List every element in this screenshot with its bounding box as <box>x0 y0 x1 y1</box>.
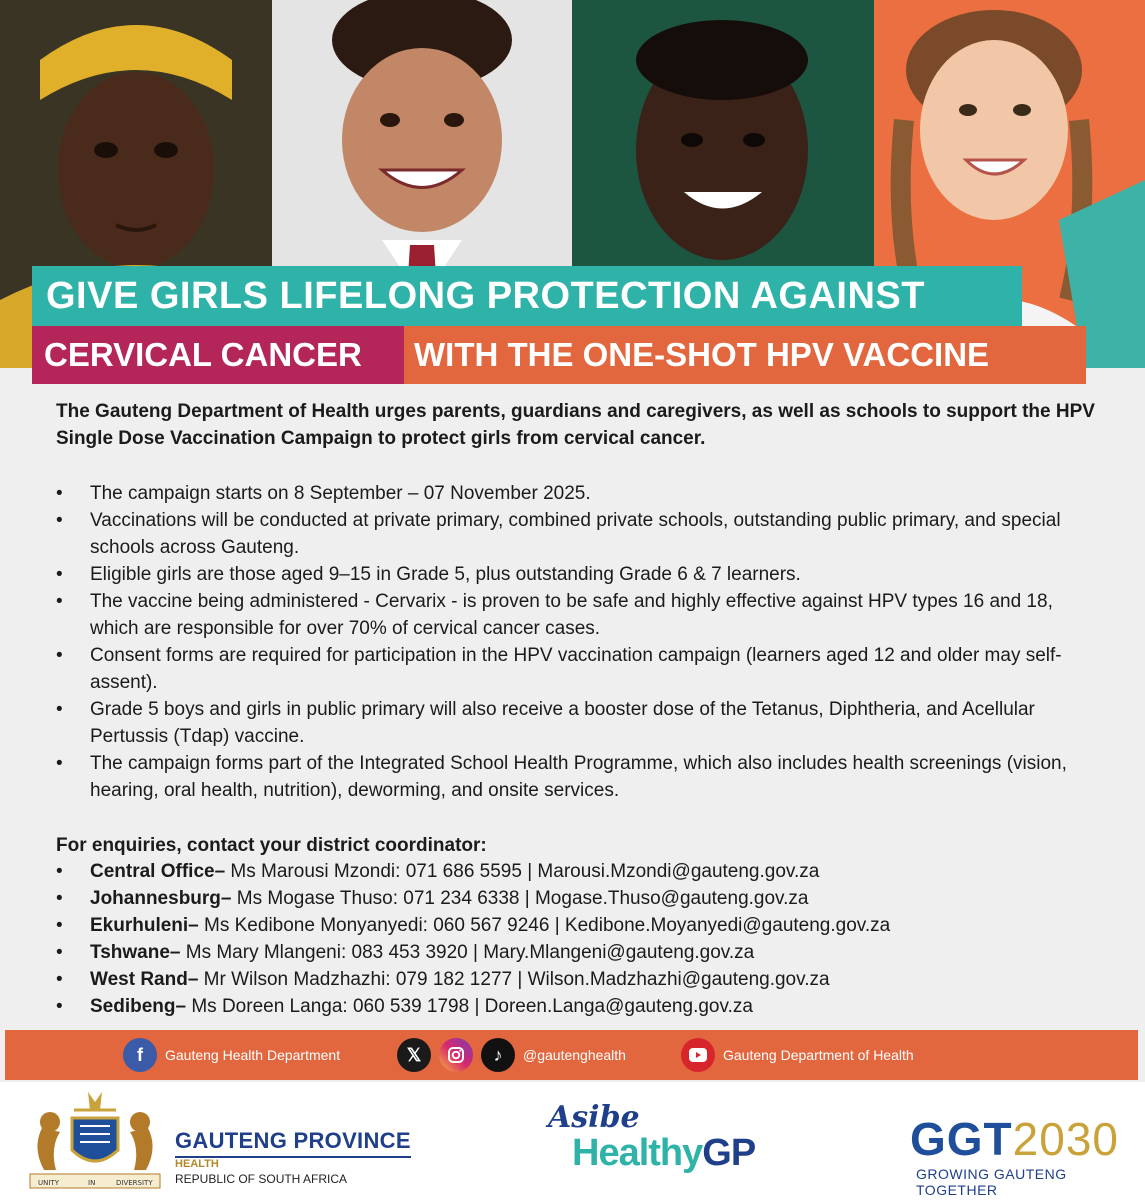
coat-of-arms-icon <box>22 1088 168 1194</box>
tiktok-icon: ♪ <box>481 1038 515 1072</box>
ggt-letters: GGT <box>910 1113 1013 1165</box>
ggt2030-logo <box>910 1112 1119 1166</box>
list-item: • The vaccine being administered - Cervarix - is proven to be safe and highly effective against HPV types 16 and 18, which are responsible for over 70% of cervical cancer cases. <box>56 588 1106 642</box>
facebook-link[interactable] <box>123 1030 340 1080</box>
headline-one-shot-vaccine: WITH THE ONE-SHOT HPV VACCINE <box>404 326 1086 384</box>
headline-cervical-cancer: CERVICAL CANCER <box>32 326 404 384</box>
motto-diversity: DIVERSITY <box>116 1179 153 1187</box>
youtube-label: Gauteng Department of Health <box>723 1047 914 1063</box>
facebook-icon: f <box>123 1038 157 1072</box>
enquiries-heading: For enquiries, contact your district coordinator: <box>56 835 487 856</box>
ggt-tagline: GROWING GAUTENG TOGETHER <box>916 1166 1067 1198</box>
district-name: Johannesburg– <box>90 888 232 909</box>
bullet-icon: • <box>56 483 63 504</box>
district-name: Tshwane– <box>90 942 181 963</box>
district-name: Sedibeng– <box>90 996 187 1017</box>
instagram-icon <box>439 1038 473 1072</box>
motto-unity: UNITY <box>38 1179 59 1187</box>
social-media-bar <box>5 1030 1138 1080</box>
bullet-icon: • <box>56 996 63 1017</box>
department-name: HEALTH <box>175 1158 219 1170</box>
contact-johannesburg <box>56 885 1116 912</box>
healthy-text: Healthy <box>572 1132 703 1174</box>
bullet-icon: • <box>56 753 63 774</box>
social-handle-link[interactable] <box>397 1030 626 1080</box>
bullet-icon: • <box>56 591 63 612</box>
youtube-icon <box>681 1038 715 1072</box>
contact-central-office <box>56 858 1116 885</box>
province-name: GAUTENG PROVINCE <box>175 1128 411 1158</box>
contact-details[interactable]: Ms Doreen Langa: 060 539 1798 | Doreen.Langa@gauteng.gov.za <box>186 996 753 1017</box>
country-name: REPUBLIC OF SOUTH AFRICA <box>175 1172 348 1186</box>
bullet-icon: • <box>56 699 63 720</box>
campaign-facts-list <box>56 480 1106 804</box>
gp-text: GP <box>702 1132 756 1174</box>
bullet-icon: • <box>56 969 63 990</box>
headline-line-1: GIVE GIRLS LIFELONG PROTECTION AGAINST <box>32 266 1022 326</box>
bullet-icon: • <box>56 861 63 882</box>
district-contacts-list <box>56 858 1116 1020</box>
contact-tshwane <box>56 939 1116 966</box>
x-icon: 𝕏 <box>397 1038 431 1072</box>
contact-ekurhuleni <box>56 912 1116 939</box>
youtube-link[interactable] <box>681 1030 914 1080</box>
contact-details[interactable]: Ms Mary Mlangeni: 083 453 3920 | Mary.Mlangeni@gauteng.gov.za <box>180 942 755 963</box>
footer-logos <box>0 1082 1145 1200</box>
contact-details[interactable]: Ms Marousi Mzondi: 071 686 5595 | Marousi.Mzondi@gauteng.gov.za <box>225 861 820 882</box>
social-handle: @gautenghealth <box>523 1047 626 1063</box>
contact-sedibeng <box>56 993 1116 1020</box>
bullet-icon: • <box>56 510 63 531</box>
contact-details[interactable]: Ms Mogase Thuso: 071 234 6338 | Mogase.Thuso@gauteng.gov.za <box>231 888 809 909</box>
district-name: Central Office– <box>90 861 226 882</box>
list-item: • Consent forms are required for participation in the HPV vaccination campaign (learners aged 12 and older may self-assent). <box>56 642 1106 696</box>
bullet-icon: • <box>56 942 63 963</box>
asibe-logo-text: Asibe <box>548 1100 640 1135</box>
contact-west-rand <box>56 966 1116 993</box>
contact-details[interactable]: Mr Wilson Madzhazhi: 079 182 1277 | Wilson.Madzhazhi@gauteng.gov.za <box>198 969 830 990</box>
ggt-year: 2030 <box>1012 1113 1120 1165</box>
bullet-icon: • <box>56 564 63 585</box>
motto-in: IN <box>88 1179 96 1187</box>
district-name: Ekurhuleni– <box>90 915 199 936</box>
intro-paragraph: The Gauteng Department of Health urges parents, guardians and caregivers, as well as schools to support the HPV Single Dose Vaccination Campaign to protect girls from cervical cancer. <box>56 401 1095 449</box>
list-item: • Vaccinations will be conducted at private primary, combined private schools, outstanding public primary, and special schools across Gauteng. <box>56 507 1106 561</box>
bullet-icon: • <box>56 645 63 666</box>
bullet-icon: • <box>56 888 63 909</box>
list-item: • Grade 5 boys and girls in public primary will also receive a booster dose of the Tetanus, Diphtheria, and Acellular Pertussis (Tdap) vaccine. <box>56 696 1106 750</box>
contact-details[interactable]: Ms Kedibone Monyanyedi: 060 567 9246 | Kedibone.Moyanyedi@gauteng.gov.za <box>198 915 891 936</box>
facebook-label: Gauteng Health Department <box>165 1047 341 1063</box>
district-name: West Rand– <box>90 969 199 990</box>
list-item: • The campaign starts on 8 September – 07 November 2025. <box>56 480 1106 507</box>
bullet-icon: • <box>56 915 63 936</box>
list-item: • The campaign forms part of the Integrated School Health Programme, which also includes health screenings (vision, hearing, oral health, nutrition), deworming, and onsite services. <box>56 750 1106 804</box>
healthy-gp-logo <box>572 1132 755 1175</box>
list-item: • Eligible girls are those aged 9–15 in Grade 5, plus outstanding Grade 6 & 7 learners. <box>56 561 1106 588</box>
